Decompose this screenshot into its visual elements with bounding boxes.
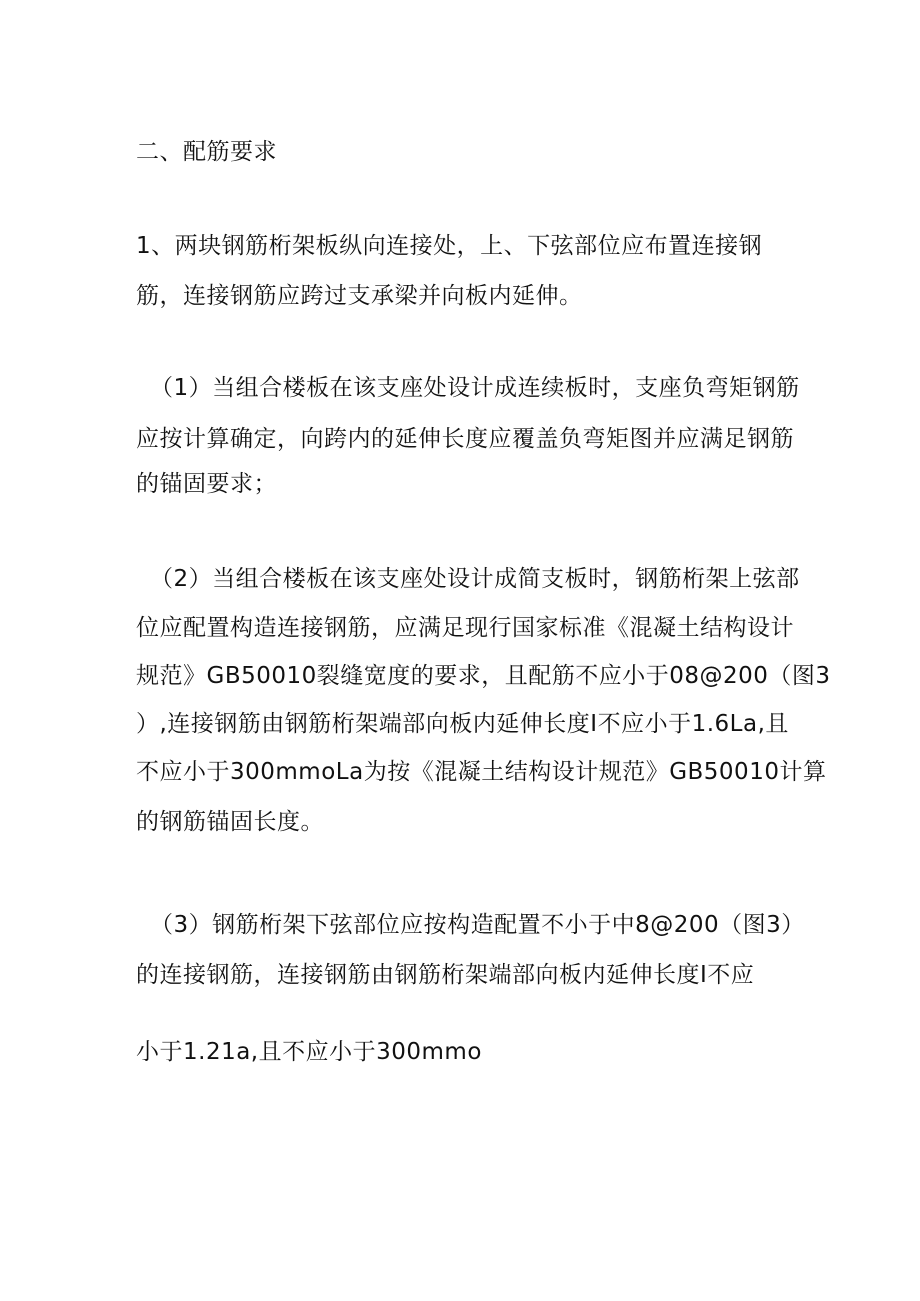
paragraph-3-line-6: 的钢筋锚固长度。 xyxy=(136,809,324,835)
paragraph-1-line-2: 筋，连接钢筋应跨过支承梁并向板内延伸。 xyxy=(136,283,583,309)
paragraph-4-line-3: 小于1.21a,且不应小于300mmo xyxy=(136,1039,482,1065)
paragraph-2-line-1: （1）当组合楼板在该支座处设计成连续板时，支座负弯矩钢筋 xyxy=(150,375,800,401)
paragraph-3-line-1: （2）当组合楼板在该支座处设计成简支板时，钢筋桁架上弦部 xyxy=(150,566,800,592)
paragraph-4-line-2: 的连接钢筋，连接钢筋由钢筋桁架端部向板内延伸长度I不应 xyxy=(136,962,755,988)
paragraph-3-line-4: ）,连接钢筋由钢筋桁架端部向板内延伸长度I不应小于1.6La,且 xyxy=(136,711,789,737)
paragraph-4-line-1: （3）钢筋桁架下弦部位应按构造配置不小于中8@200（图3） xyxy=(150,912,805,938)
paragraph-3-line-3: 规范》GB50010裂缝宽度的要求，且配筋不应小于08@200（图3 xyxy=(136,663,831,689)
paragraph-1-line-1: 1、两块钢筋桁架板纵向连接处，上、下弦部位应布置连接钢 xyxy=(136,233,763,259)
paragraph-3-line-2: 位应配置构造连接钢筋，应满足现行国家标准《混凝土结构设计 xyxy=(136,615,794,641)
paragraph-2-line-2: 应按计算确定，向跨内的延伸长度应覆盖负弯矩图并应满足钢筋 xyxy=(136,426,794,452)
paragraph-2-line-3: 的锚固要求； xyxy=(136,471,277,497)
paragraph-3-line-5: 不应小于300mmoLa为按《混凝土结构设计规范》GB50010计算 xyxy=(136,759,827,785)
section-heading: 二、配筋要求 xyxy=(136,139,277,165)
